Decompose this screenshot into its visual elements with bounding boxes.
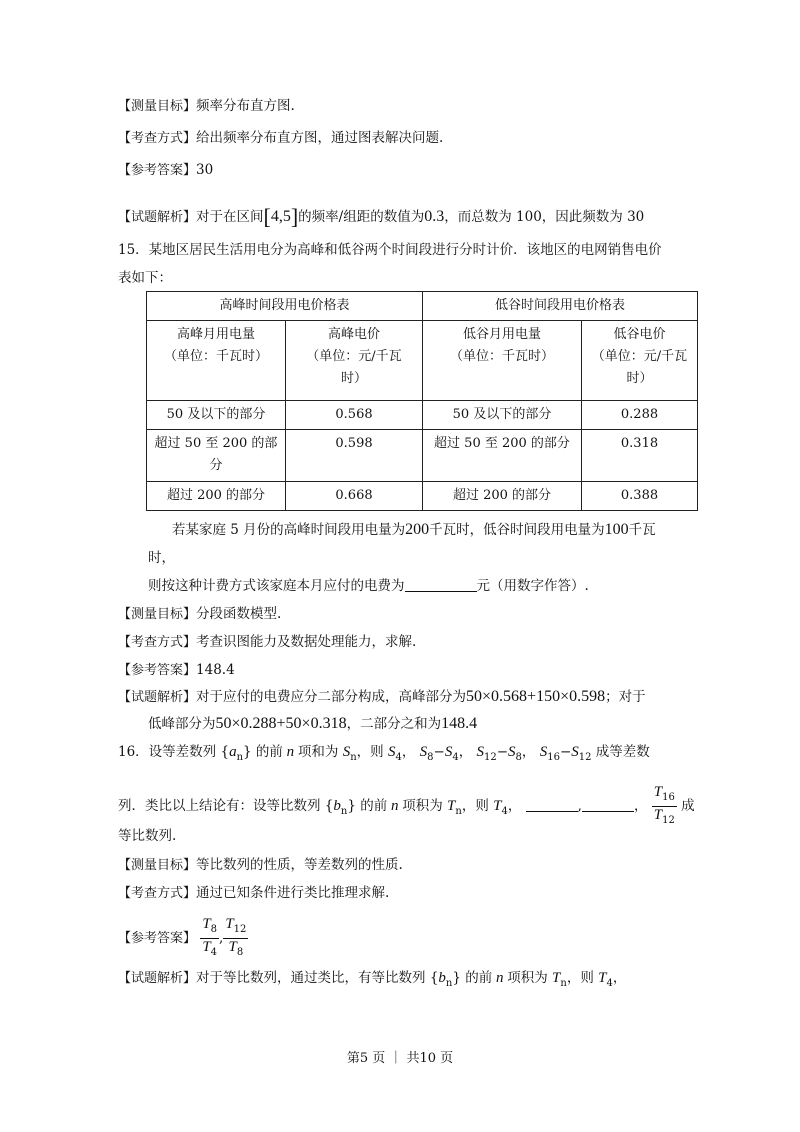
- valley-price-header: 低谷电价 （单位：元/千瓦 时）: [582, 321, 698, 401]
- answer-fraction-2: $\frac{T_{12}}{T_8}$: [225, 916, 247, 958]
- q15-condition: 若某家庭 5 月份的高峰时间段用电量为200千瓦时，低谷时间段用电量为100千瓦: [172, 521, 656, 538]
- q15-condition-2: 时，: [148, 550, 175, 566]
- fraction-t16-t12: $\frac{T_{16}}{T_{12}}$: [653, 784, 675, 826]
- q16-stem-3: 等比数列.: [118, 828, 177, 844]
- table-row: 50 及以下的部分 0.568 50 及以下的部分 0.288: [147, 401, 698, 430]
- valley-table-title: 低谷时间段用电价格表: [423, 292, 698, 321]
- table-row: 超过 50 至 200 的部 分 0.598 超过 50 至 200 的部分 0.318: [147, 430, 698, 482]
- valley-usage-header: 低谷月用电量 （单位：千瓦时）: [423, 321, 582, 401]
- q15-answer: 【参考答案】148.4: [118, 662, 235, 678]
- q15-measure: 【测量目标】分段函数模型.: [118, 606, 282, 622]
- q16-method: 【考查方式】通过已知条件进行类比推理求解.: [118, 885, 390, 901]
- page-footer: 第5 页 ｜ 共10 页: [346, 1051, 454, 1066]
- interval: 4,5: [270, 208, 291, 225]
- q15-analysis-2: 低峰部分为50×0.288+50×0.318，二部分之和为148.4: [148, 715, 478, 732]
- peak-table-title: 高峰时间段用电价格表: [147, 292, 423, 321]
- q16-stem-1: 16．设等差数列 $\{a_n\}$ 的前 n 项和为 $S_n$，则 $S_4$， $S_8-S_4$， $S_{12}-S_8$， $S_{16}-S_{12}$ 成等差数: [118, 744, 650, 763]
- blank-1: [526, 797, 578, 812]
- q16-stem-2: 列．类比以上结论有：设等比数列 $\{b_n\}$ 的前 n 项积为 $T_n$，则 $T_4$， , ， $\frac{T_{16}}{T_{12}}$ 成: [118, 784, 695, 829]
- q16-analysis: 【试题解析】对于等比数列，通过类比，有等比数列 $\{b_n\}$ 的前 n 项积为 $T_n$，则 $T_4$，: [118, 970, 627, 989]
- q15-question: 则按这种计费方式该家庭本月应付的电费为 元（用数字作答）.: [148, 578, 589, 594]
- q14-measure: 【测量目标】频率分布直方图.: [118, 98, 295, 114]
- price-table: [146, 291, 698, 511]
- q14-answer: 【参考答案】30: [118, 162, 214, 178]
- q15-method: 【考查方式】考查识图能力及数据处理能力，求解.: [118, 634, 417, 650]
- q15-analysis: 【试题解析】对于应付的电费应分二部分构成，高峰部分为50×0.568+150×0.598；对于: [118, 688, 646, 705]
- peak-price-header: 高峰电价 （单位：元/千瓦 时）: [286, 321, 423, 401]
- answer-blank: [405, 577, 477, 592]
- q16-measure: 【测量目标】等比数列的性质，等差数列的性质.: [118, 857, 403, 873]
- q16-answer: 【参考答案】 $\frac{T_8}{T_4}$ , $\frac{T_{12}}{T_8}$: [118, 916, 248, 961]
- q15-stem-1: 15．某地区居民生活用电分为高峰和低谷两个时间段进行分时计价．该地区的电网销售电价: [118, 242, 662, 258]
- q15-stem-2: 表如下：: [118, 270, 172, 286]
- answer-fraction-1: $\frac{T_8}{T_4}$: [202, 916, 218, 958]
- blank-2: [582, 797, 634, 812]
- peak-usage-header: 高峰月用电量 （单位：千瓦时）: [147, 321, 286, 401]
- table-row: 超过 200 的部分 0.668 超过 200 的部分 0.388: [147, 482, 698, 511]
- q14-analysis: 【试题解析】对于在区间[4,5]的频率/组距的数值为0.3，而总数为 100，因此频数为 30: [118, 204, 645, 229]
- q14-method: 【考查方式】给出频率分布直方图，通过图表解决问题.: [118, 130, 444, 146]
